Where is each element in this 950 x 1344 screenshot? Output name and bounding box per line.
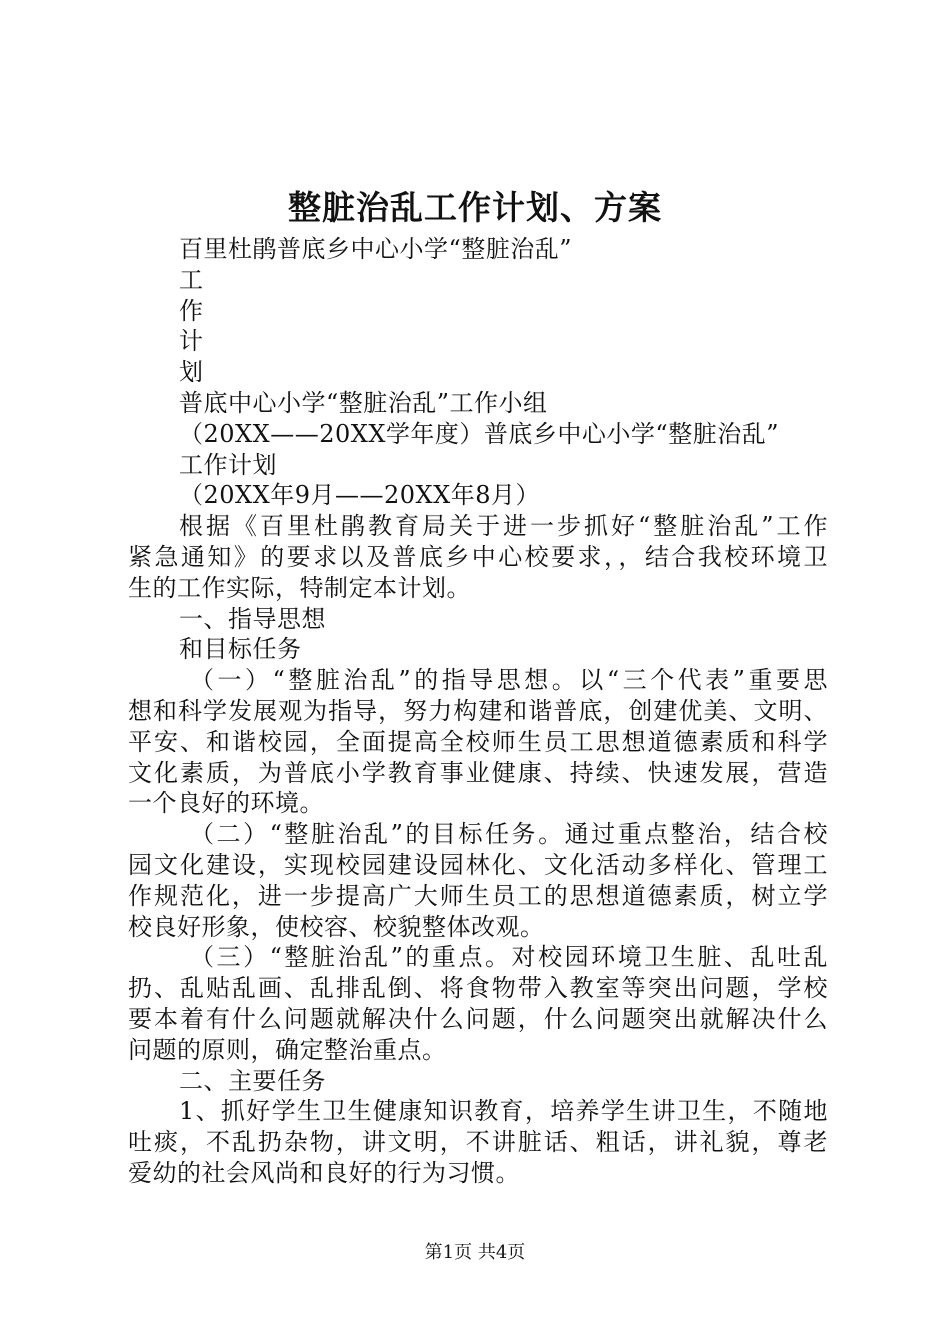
text-line: 计: [179, 327, 204, 356]
text-line: 工作计划: [179, 450, 277, 479]
text-line: （二）“整脏治乱”的目标任务。通过重点整治，结合校: [190, 820, 828, 849]
text-line: 要本着有什么问题就解决什么问题，什么问题突出就解决什么: [128, 1004, 828, 1033]
text-line: 二、主要任务: [179, 1066, 326, 1095]
text-line: 园文化建设，实现校园建设园林化、文化活动多样化、管理工: [128, 850, 828, 879]
text-line: 工: [179, 265, 204, 294]
text-line: 划: [179, 358, 204, 387]
text-line: 1、抓好学生卫生健康知识教育，培养学生讲卫生，不随地: [179, 1097, 828, 1126]
text-line: （20XX年9月——20XX年8月）: [179, 481, 540, 510]
text-line: 吐痰，不乱扔杂物，讲文明，不讲脏话、粗话，讲礼貌，尊老: [128, 1128, 828, 1157]
document-body: [128, 234, 828, 1189]
page-footer: 第1页 共4页: [424, 1242, 526, 1263]
text-line: （一）“整脏治乱”的指导思想。以“三个代表”重要思: [190, 666, 828, 695]
text-line: 平安、和谐校园，全面提高全校师生员工思想道德素质和科学: [128, 727, 828, 756]
text-line: 生的工作实际，特制定本计划。: [128, 573, 471, 602]
text-line: 紧急通知》的要求以及普底乡中心校要求，，结合我校环境卫: [128, 542, 828, 571]
text-line: 爱幼的社会风尚和良好的行为习惯。: [128, 1158, 520, 1187]
document-title: 整脏治乱工作计划、方案: [288, 188, 662, 227]
text-line: 问题的原则，确定整治重点。: [128, 1035, 447, 1064]
text-line: 一个良好的环境。: [128, 789, 324, 818]
text-line: 扔、乱贴乱画、乱排乱倒、将食物带入教室等突出问题，学校: [128, 974, 828, 1003]
text-line: 想和科学发展观为指导，努力构建和谐普底，创建优美、文明、: [128, 696, 828, 725]
text-line: 作: [179, 296, 204, 325]
text-line: 校良好形象，使校容、校貌整体改观。: [128, 912, 545, 941]
text-line: 一、指导思想: [179, 604, 326, 633]
text-line: 百里杜鹃普底乡中心小学“整脏治乱”: [179, 235, 573, 263]
text-line: （20XX——20XX学年度）普底乡中心小学“整脏治乱”: [179, 419, 779, 448]
text-line: （三）“整脏治乱”的重点。对校园环境卫生脏、乱吐乱: [190, 943, 828, 972]
text-line: 作规范化，进一步提高广大师生员工的思想道德素质，树立学: [128, 881, 828, 910]
text-line: 文化素质，为普底小学教育事业健康、持续、快速发展，营造: [128, 758, 828, 787]
text-line: 根据《百里杜鹃教育局关于进一步抓好“整脏治乱”工作: [179, 512, 828, 541]
text-line: 普底中心小学“整脏治乱”工作小组: [179, 388, 548, 417]
text-line: 和目标任务: [179, 635, 302, 664]
